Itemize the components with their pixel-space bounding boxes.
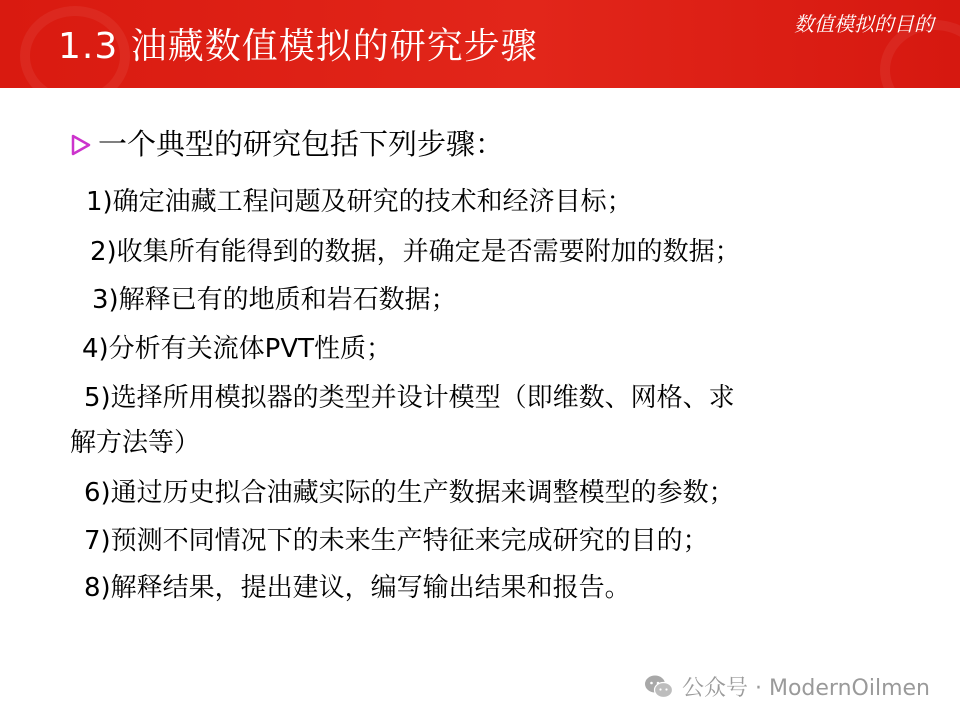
intro-text: 一个典型的研究包括下列步骤： bbox=[98, 127, 505, 161]
watermark-text: 公众号 · ModernOilmen bbox=[682, 676, 930, 701]
step-3: 3)解释已有的地质和岩石数据； bbox=[92, 285, 457, 315]
step-6: 6)通过历史拟合油藏实际的生产数据来调整模型的参数； bbox=[84, 478, 735, 508]
step-2: 2)收集所有能得到的数据，并确定是否需要附加的数据； bbox=[90, 237, 741, 267]
section-tag: 数值模拟的目的 bbox=[794, 12, 934, 36]
step-1: 1)确定油藏工程问题及研究的技术和经济目标； bbox=[86, 187, 633, 217]
step-4: 4)分析有关流体PVT性质； bbox=[82, 334, 393, 364]
step-8: 8)解释结果，提出建议，编写输出结果和报告。 bbox=[84, 573, 631, 603]
step-5-continued: 解方法等） bbox=[70, 428, 201, 458]
wechat-icon bbox=[644, 674, 674, 700]
intro-line bbox=[70, 124, 504, 164]
watermark bbox=[644, 671, 930, 702]
step-5: 5)选择所用模拟器的类型并设计模型（即维数、网格、求 bbox=[84, 383, 735, 413]
arrow-right-icon bbox=[70, 134, 92, 156]
page-title: 1.3 油藏数值模拟的研究步骤 bbox=[58, 26, 538, 67]
step-7: 7)预测不同情况下的未来生产特征来完成研究的目的； bbox=[84, 526, 709, 556]
